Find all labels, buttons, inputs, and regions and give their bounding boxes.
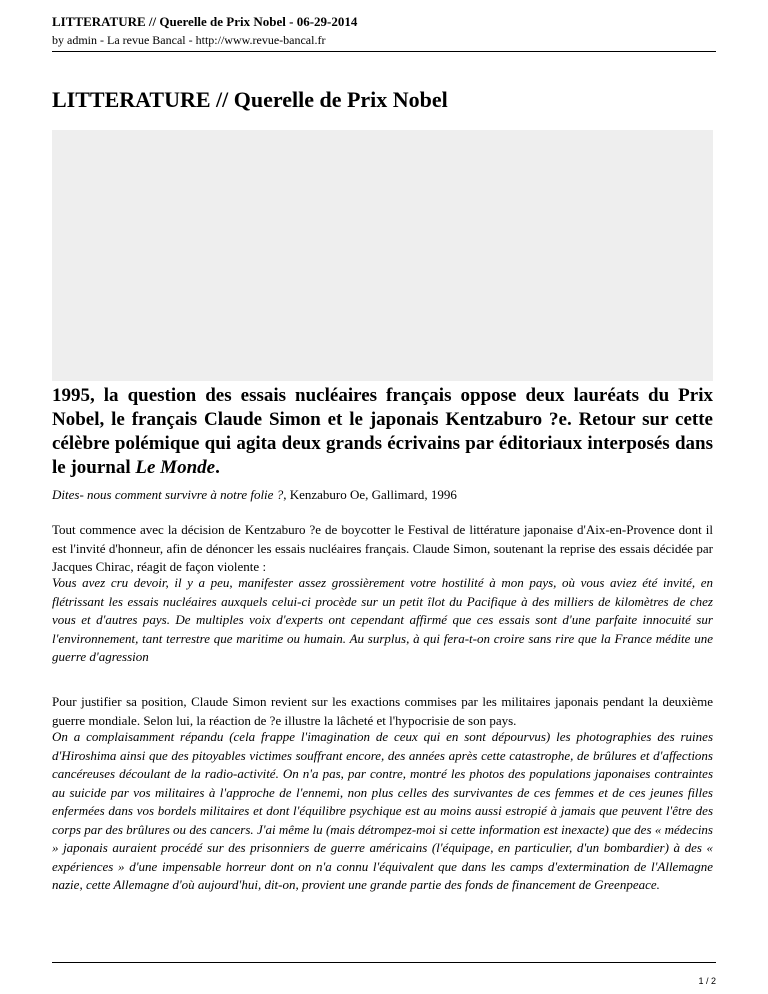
paragraph-2: Pour justifier sa position, Claude Simon revient sur les exactions commises par les militaires japonais pendant la deuxième guerre mondiale. Selon lui, la réaction de ?e illustre la lâcheté et l'hypocrisie de son pays.: [52, 694, 713, 728]
footer-divider: [52, 962, 716, 963]
lead-journal-name: Le Monde: [135, 457, 216, 478]
quote-2: On a complaisamment répandu (cela frappe l'imagination de ceux qui en sont dépourvus) les photographies des ruines d'Hiroshima ainsi que des pitoyables victimes souffrant encore, des années après cette catastrophe, de brûlures et d'affections cancéreuses découlant de la radio-activité. On n'a pas, par contre, montré les photos des populations japonaises contraintes au suicide par vos militaires à l'approche de l'ennemi, non plus celles des survivantes de ces femmes et de ces jeunes filles enfermées dans vos bordels militaires et dont l'équilibre psychique est au moins aussi estropié à jamais que peuvent l'être des corps par des brûlures ou des cancers. J'ai même lu (mais détrompez-moi si cette information est inexacte) que des « médecins » japonais auraient procédé sur des prisonniers de guerre américains (l'équipage, en particulier, d'un bombardier) à des « expériences » d'une impensable horreur dont on n'a connu l'équivalent que dans les camps d'extermination de l'Allemagne nazie, cette Allemagne d'où aujourd'hui, dit-on, provient une grande partie des fonds de financement de Greenpeace.: [52, 729, 713, 892]
header-title: LITTERATURE // Querelle de Prix Nobel - 06-29-2014: [52, 14, 358, 29]
caption-book-title: Dites- nous comment survivre à notre folie ?: [52, 487, 284, 502]
quote-1: Vous avez cru devoir, il y a peu, manifester assez grossièrement votre hostilité à mon pays, où vous aviez été invité, en flétrissant les essais nucléaires auxquels celui-ci procède sur un petit îlot du Pacifique à des milliers de kilomètres de chez vous et d'autres pays. De multiples voix d'experts ont cependant affirmé que ces essais sont d'une parfaite innocuité sur l'environnement, tant terrestre que maritime ou humain. Au surplus, à qui fera-t-on croire sans rire que la France médite une guerre d'agression: [52, 575, 713, 664]
caption-details: , Kenzaburo Oe, Gallimard, 1996: [283, 487, 457, 502]
article-image-placeholder: [52, 130, 713, 381]
article-lead: [52, 384, 713, 480]
page-number: 1 / 2: [698, 976, 716, 986]
lead-text: 1995, la question des essais nucléaires français oppose deux lauréats du Prix Nobel, le français Claude Simon et le japonais Kentzaburo ?e. Retour sur cette célèbre polémique qui agita deux grands écrivains par éditoriaux interposés dans le journal: [52, 385, 713, 478]
header-divider: [52, 51, 716, 52]
article-title: LITTERATURE // Querelle de Prix Nobel: [52, 87, 448, 112]
lead-end: .: [215, 457, 220, 478]
header-subtitle: by admin - La revue Bancal - http://www.revue-bancal.fr: [52, 33, 326, 47]
paragraph-1: Tout commence avec la décision de Kentzaburo ?e de boycotter le Festival de littérature japonaise d'Aix-en-Provence dont il est l'invité d'honneur, afin de dénoncer les essais nucléaires français. Claude Simon, soutenant la reprise des essais décidée par Jacques Chirac, réagit de façon violente :: [52, 522, 713, 574]
book-caption: [52, 486, 713, 505]
